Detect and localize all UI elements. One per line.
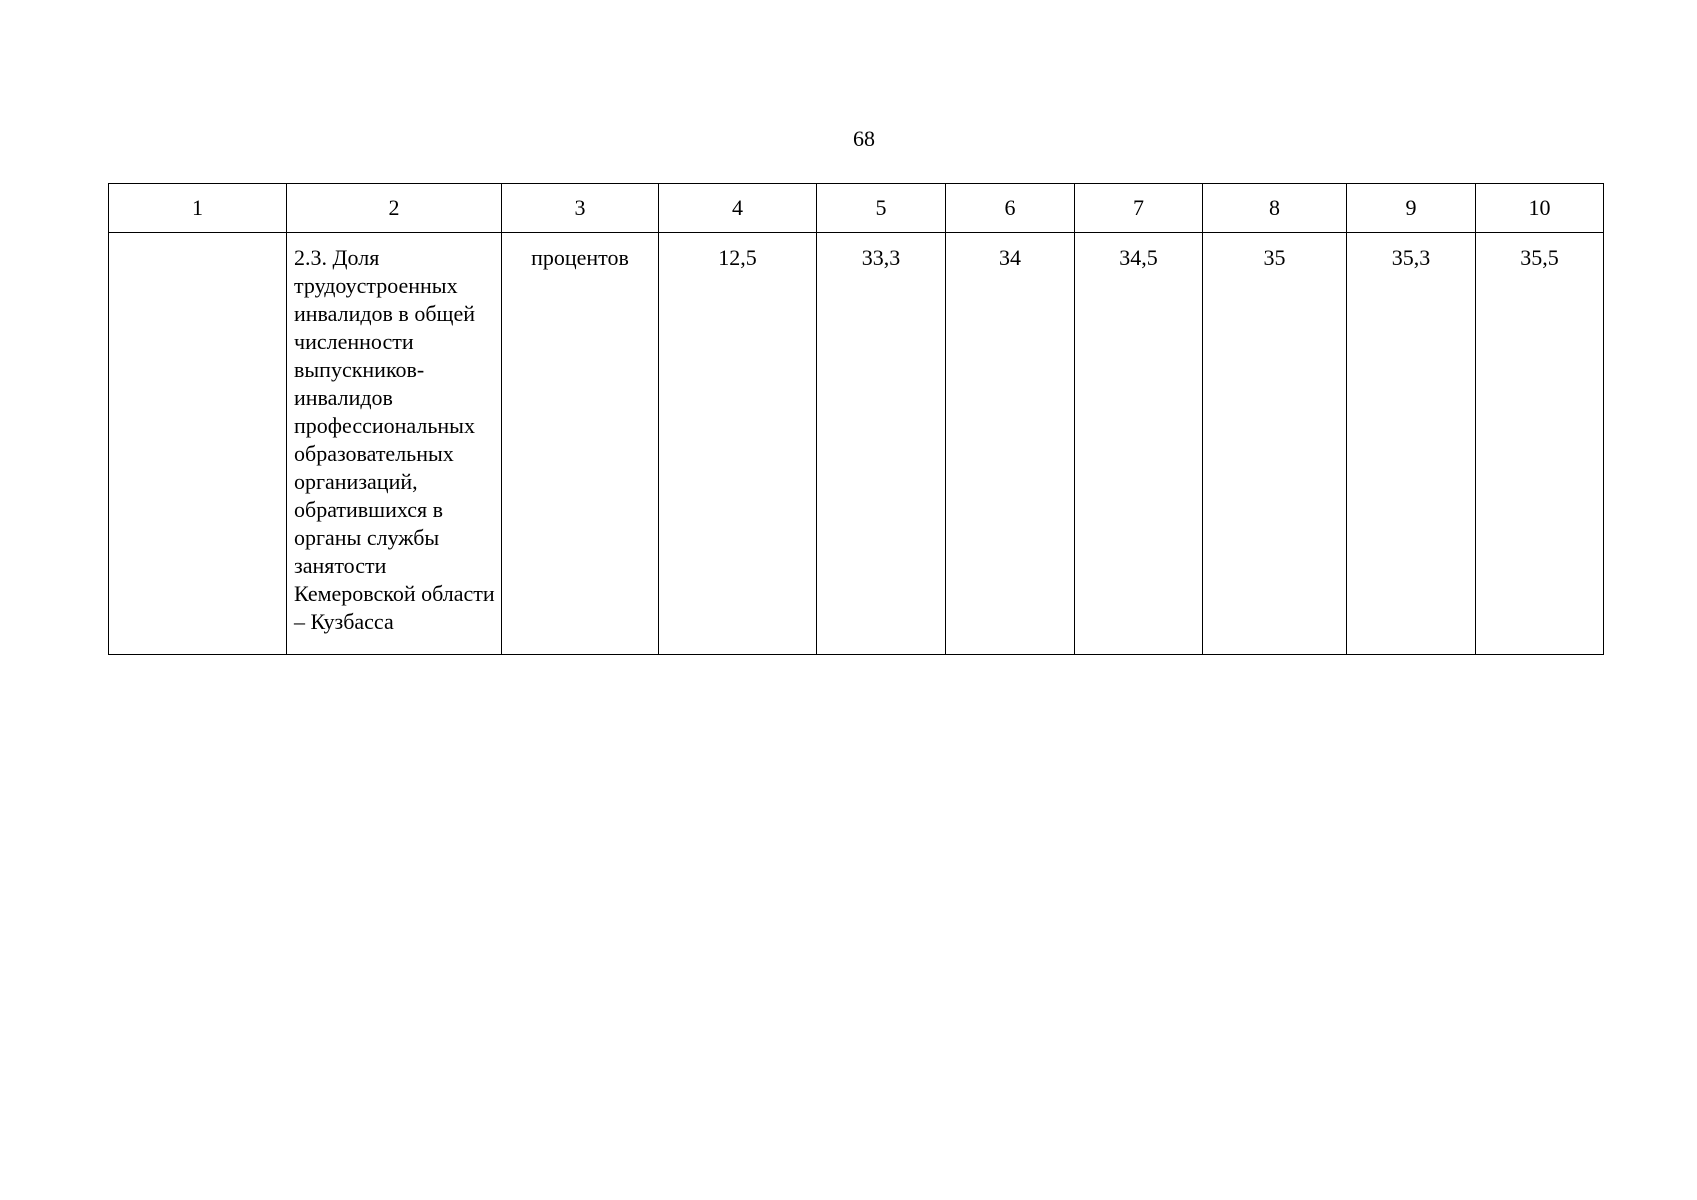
table-row [109, 233, 1604, 655]
page-number: 68 [853, 126, 875, 151]
value-cell: 35 [1203, 233, 1347, 655]
table-header-row [109, 184, 1604, 233]
indicator-table [108, 183, 1604, 655]
value-cell: 34 [946, 233, 1075, 655]
empty-cell [109, 233, 287, 655]
header-cell: 10 [1476, 184, 1604, 233]
value-cell: 33,3 [817, 233, 946, 655]
header-cell: 7 [1075, 184, 1203, 233]
value-cell: 35,5 [1476, 233, 1604, 655]
value-cell: 34,5 [1075, 233, 1203, 655]
header-cell: 2 [287, 184, 502, 233]
header-cell: 3 [502, 184, 659, 233]
header-cell: 5 [817, 184, 946, 233]
header-cell: 1 [109, 184, 287, 233]
header-cell: 9 [1347, 184, 1476, 233]
value-cell: 12,5 [659, 233, 817, 655]
value-cell: 35,3 [1347, 233, 1476, 655]
header-cell: 8 [1203, 184, 1347, 233]
unit-cell: процентов [502, 233, 659, 655]
header-cell: 4 [659, 184, 817, 233]
indicator-name-cell: 2.3. Доля трудоустроенных инвалидов в общей численности выпускников-инвалидов профессиональных образовательных организаций, обратившихся в органы службы занятости Кемеровской области – Кузбасса [287, 233, 502, 655]
header-cell: 6 [946, 184, 1075, 233]
